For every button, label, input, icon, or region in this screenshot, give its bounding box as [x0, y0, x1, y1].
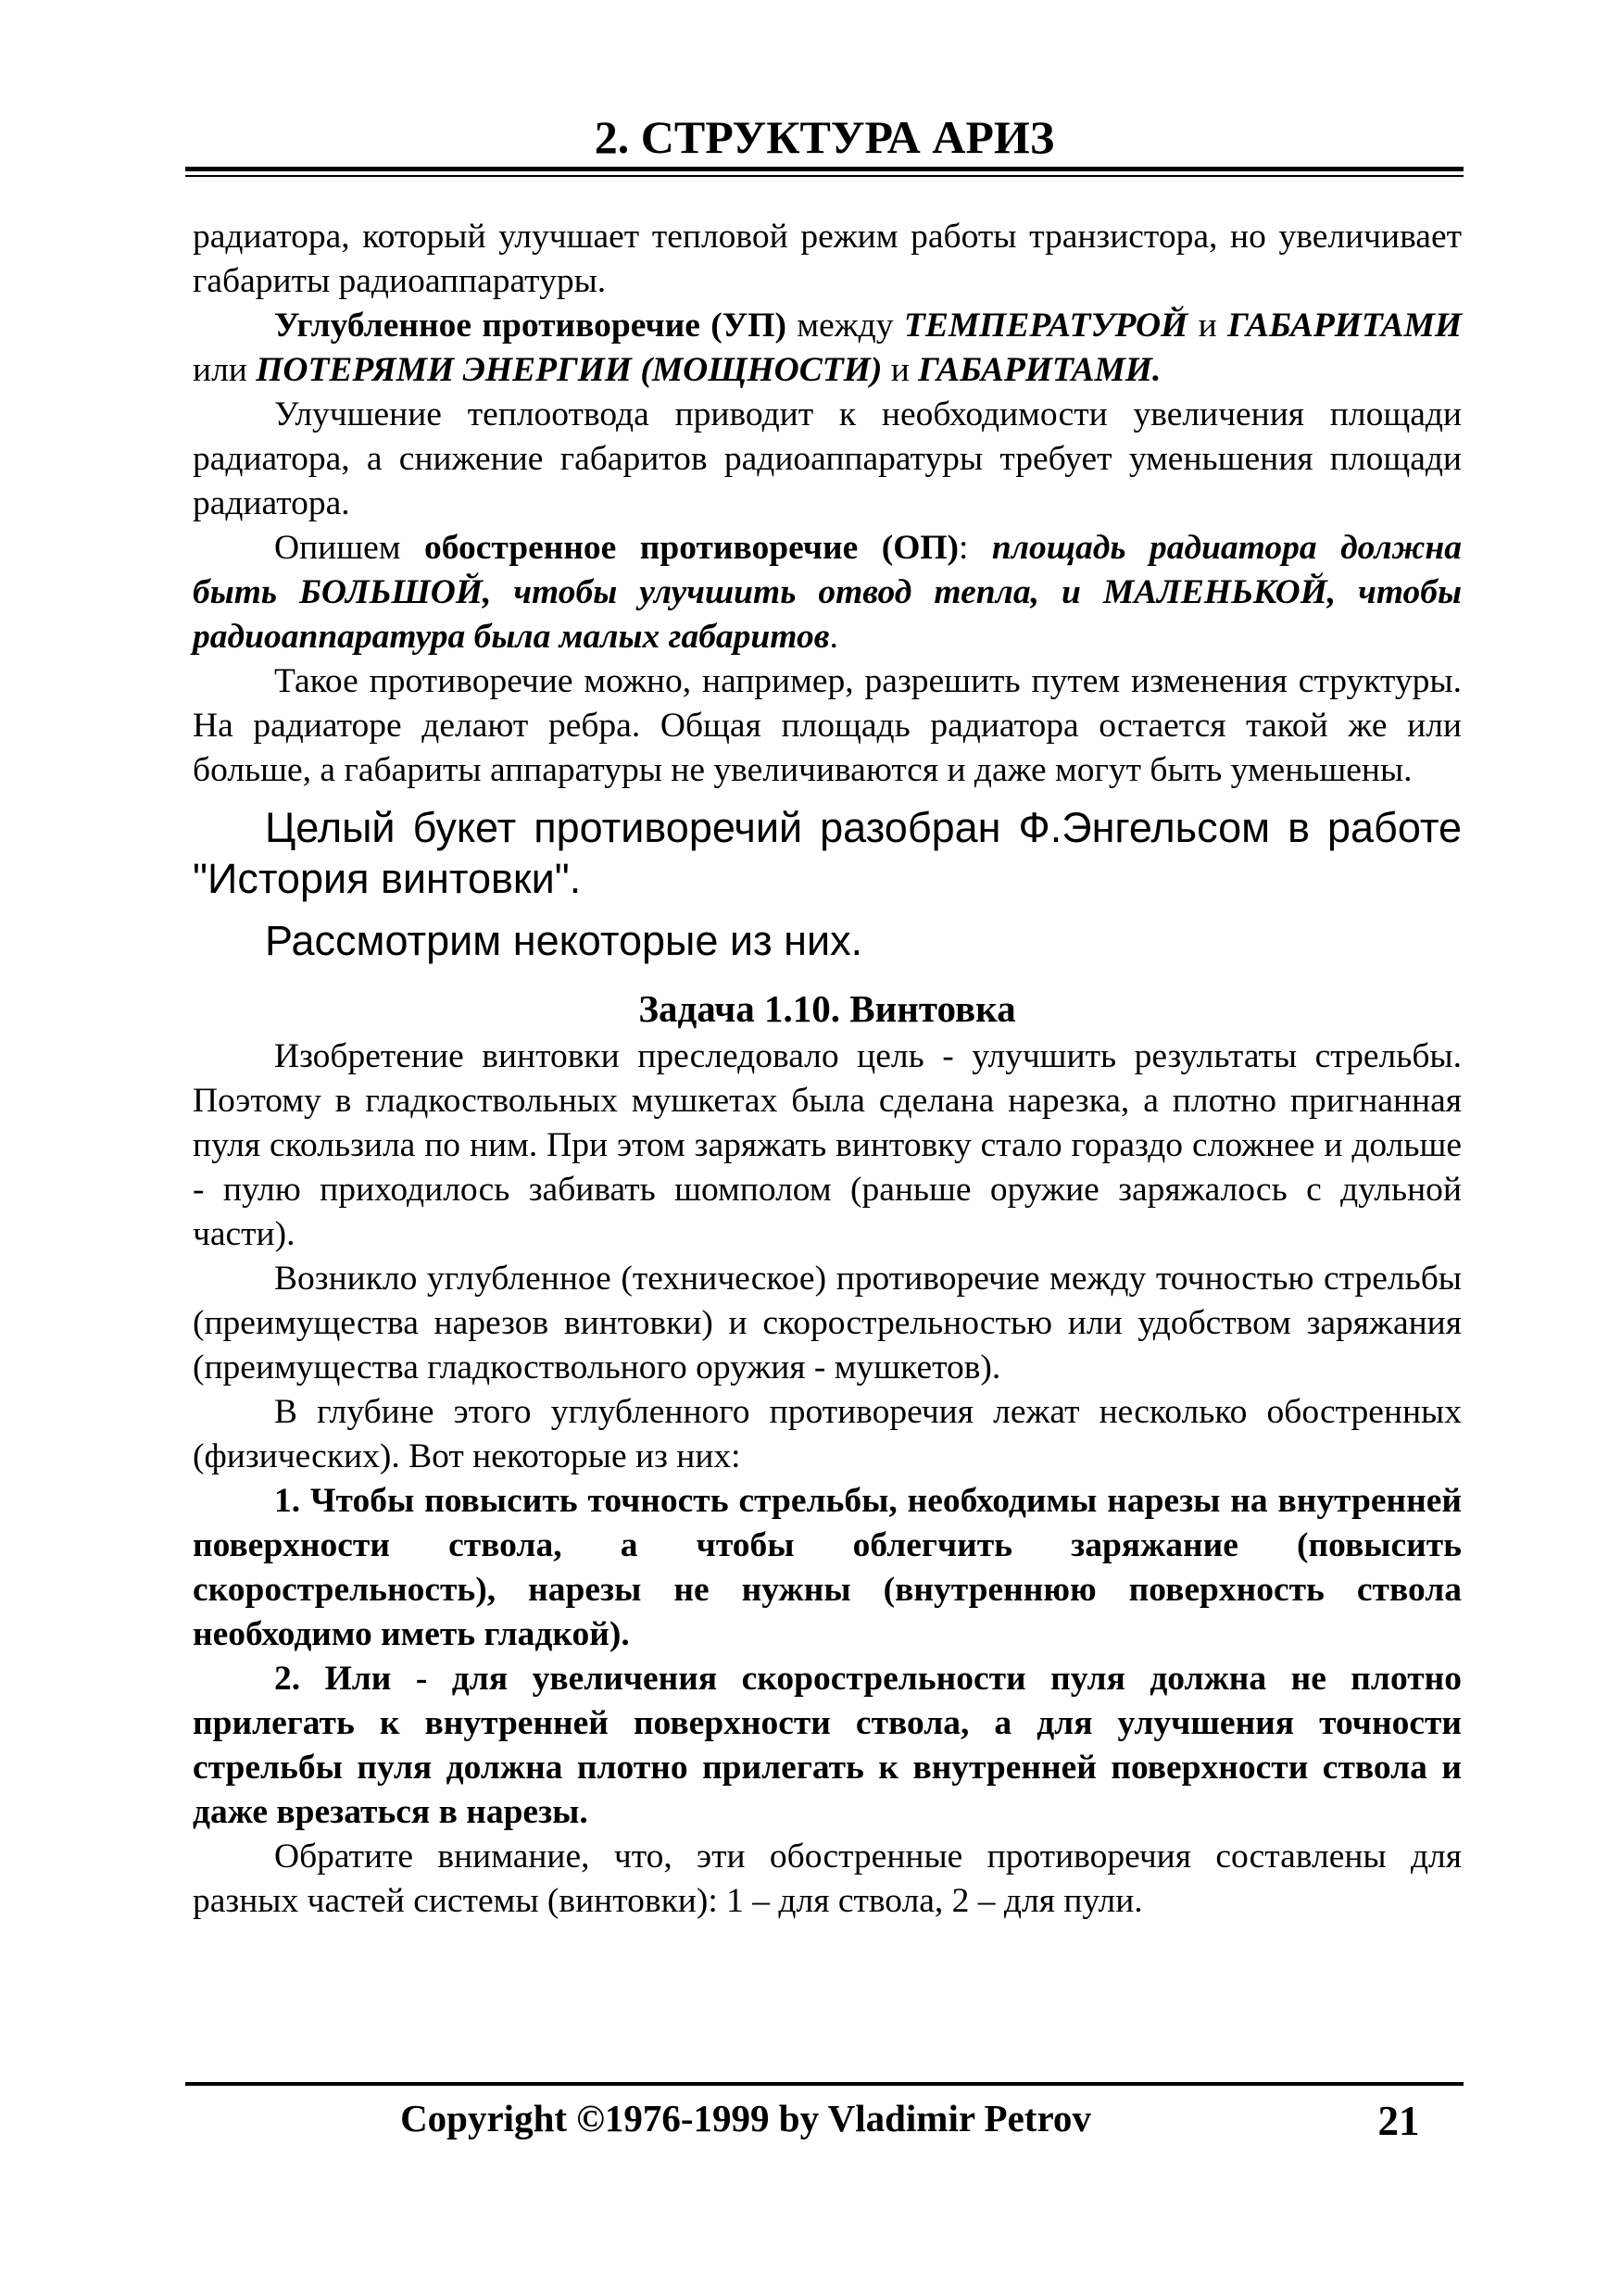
text: между — [785, 307, 904, 345]
emphasis: ПОТЕРЯМИ ЭНЕРГИИ (МОЩНОСТИ) — [256, 351, 883, 389]
text: и — [1187, 307, 1228, 345]
page-number: 21 — [1377, 2098, 1420, 2144]
term-deep-contradiction: Углубленное противоречие (УП) — [274, 307, 786, 345]
paragraph: В глубине этого углубленного противоречия лежат несколько обостренных (физических). Вот некоторые из них: — [193, 1393, 1462, 1475]
paragraph: радиатора, который улучшает тепловой режим работы транзистора, но увеличивает габариты радиоаппаратуры. — [193, 218, 1462, 300]
text: Опишем — [274, 529, 424, 567]
text: . — [829, 618, 838, 656]
list-item: 1. Чтобы повысить точность стрельбы, необходимы нарезы на внутренней поверхности ствола, а чтобы облегчить заряжание (повысить скорострельность), нарезы не нужны (внутреннюю поверхность ствола необходимо иметь гладкой). — [193, 1482, 1462, 1653]
header-rule-thin — [185, 175, 1464, 177]
term-sharp-contradiction: обостренное противоречие (ОП) — [423, 529, 960, 567]
task-title: Задача 1.10. Винтовка — [638, 987, 1016, 1030]
emphasis: ГАБАРИТАМИ. — [918, 351, 1162, 389]
text: или — [193, 351, 257, 389]
page-body — [193, 215, 1462, 1924]
list-item: 2. Или - для увеличения скорострельности пуля должна не плотно прилегать к внутренней поверхности ствола, а для улучшения точности стрельбы пуля должна плотно прилегать к внутренней поверхности ствола и даже врезаться в нарезы. — [193, 1660, 1462, 1831]
paragraph: Изобретение винтовки преследовало цель - улучшить результаты стрельбы. Поэтому в гладкоствольных мушкетах была сделана нарезка, а плотно пригнанная пуля скользила по ним. При этом заряжать винтовку стало гораздо сложнее и дольше - пулю приходилось забивать шомполом (раньше оружие заряжалось с дульной части). — [193, 1037, 1462, 1253]
footer-rule — [185, 2082, 1464, 2086]
paragraph-large: Рассмотрим некоторые из них. — [265, 917, 863, 964]
footer-copyright: Copyright ©1976-1999 by Vladimir Petrov — [400, 2097, 1091, 2139]
paragraph: Такое противоречие можно, например, разрешить путем изменения структуры. На радиаторе делают ребра. Общая площадь радиатора остается такой же или больше, а габариты аппаратуры не увеличиваются и даже могут быть уменьшены. — [193, 662, 1462, 789]
paragraph: Возникло углубленное (техническое) противоречие между точностью стрельбы (преимущества нарезов винтовки) и скорострельностью или удобством заряжания (преимущества гладкоствольного оружия - мушкетов). — [193, 1260, 1462, 1386]
text: и — [882, 351, 919, 389]
page-title: 2. СТРУКТУРА АРИЗ — [594, 111, 1055, 163]
paragraph: Улучшение теплоотвода приводит к необходимости увеличения площади радиатора, а снижение габаритов радиоаппаратуры требует уменьшения площади радиатора. — [193, 395, 1462, 522]
text: : — [959, 529, 992, 567]
emphasis: ГАБАРИТАМИ — [1227, 307, 1462, 345]
emphasis: ТЕМПЕРАТУРОЙ — [903, 307, 1188, 345]
header-rule-thick — [185, 167, 1464, 171]
paragraph-large: Целый букет противоречий разобран Ф.Энгельсом в работе "История винтовки". — [193, 804, 1462, 902]
emphasis-statement: площадь радиатора должна быть БОЛЬШОЙ, чтобы улучшить отвод тепла, и МАЛЕНЬКОЙ, чтобы радиоаппаратура была малых габаритов — [193, 529, 1463, 656]
paragraph-contradiction — [193, 304, 1462, 393]
paragraph-sharp-contradiction — [193, 526, 1462, 659]
paragraph: Обратите внимание, что, эти обостренные противоречия составлены для разных частей системы (винтовки): 1 – для ствола, 2 – для пули. — [193, 1838, 1462, 1920]
contradiction-list — [193, 1479, 1462, 1835]
